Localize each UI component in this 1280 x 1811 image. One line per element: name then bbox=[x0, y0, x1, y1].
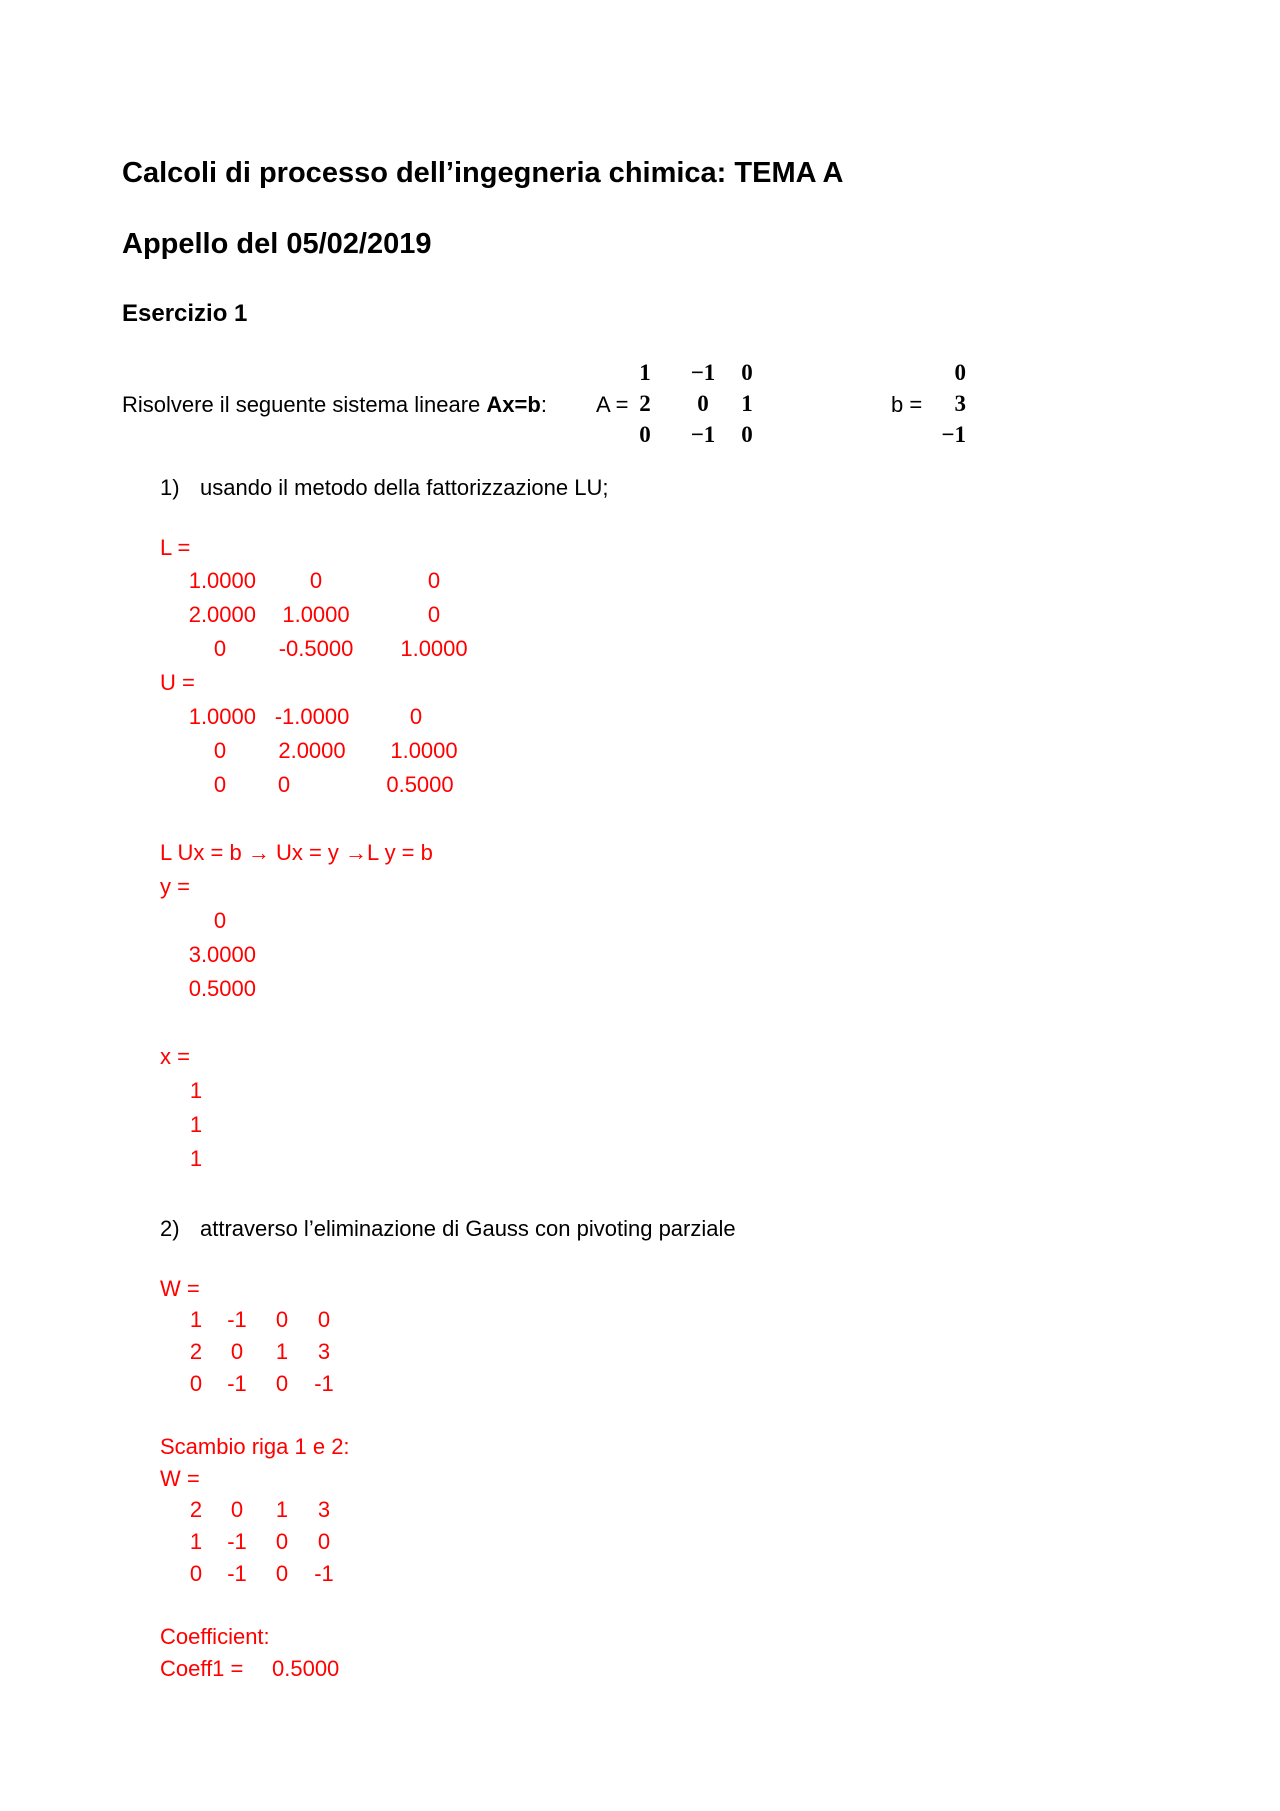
l-label: L = bbox=[160, 535, 191, 560]
page-subtitle: Appello del 05/02/2019 bbox=[122, 228, 432, 260]
y-label: y = bbox=[160, 874, 190, 899]
w-cell: 0 bbox=[275, 1307, 289, 1332]
w2-cell: 1 bbox=[189, 1529, 203, 1554]
w2-cell: -1 bbox=[227, 1561, 247, 1586]
a-cell: 2 bbox=[639, 391, 651, 416]
a-cell: 0 bbox=[741, 360, 753, 385]
part2-text: attraverso l’eliminazione di Gauss con pivoting parziale bbox=[200, 1216, 736, 1241]
u-cell: -1.0000 bbox=[274, 704, 350, 729]
swap-label: Scambio riga 1 e 2: bbox=[160, 1434, 350, 1459]
l-cell: 0 bbox=[213, 636, 227, 661]
w2-cell: 0 bbox=[230, 1497, 244, 1522]
w2-cell: 3 bbox=[317, 1497, 331, 1522]
w-cell: -1 bbox=[314, 1371, 334, 1396]
x-cell: 1 bbox=[189, 1078, 203, 1103]
arrow-right-icon: → bbox=[247, 840, 270, 865]
a-cell: 0 bbox=[697, 391, 709, 416]
x-cell: 1 bbox=[189, 1112, 203, 1137]
a-cell: 1 bbox=[639, 360, 651, 385]
u-cell: 2.0000 bbox=[278, 738, 346, 763]
w-cell: 0 bbox=[230, 1339, 244, 1364]
problem-prefix: Risolvere il seguente sistema lineare bbox=[122, 392, 487, 417]
u-cell: 0 bbox=[277, 772, 291, 797]
w-cell: 2 bbox=[189, 1339, 203, 1364]
vector-b-label: b = bbox=[891, 392, 923, 417]
w2-cell: 0 bbox=[189, 1561, 203, 1586]
problem-bold: Ax=b bbox=[486, 392, 541, 417]
w-cell: -1 bbox=[227, 1371, 247, 1396]
exercise-heading: Esercizio 1 bbox=[122, 300, 248, 327]
w2-cell: 1 bbox=[275, 1497, 289, 1522]
u-cell: 0 bbox=[213, 738, 227, 763]
l-cell: 0 bbox=[309, 568, 323, 593]
arrow-right-icon: → bbox=[345, 840, 368, 865]
x-label: x = bbox=[160, 1044, 190, 1069]
l-cell: 0 bbox=[427, 568, 441, 593]
b-cell: 0 bbox=[954, 360, 966, 385]
u-cell: 0.5000 bbox=[386, 772, 454, 797]
w-cell: 0 bbox=[275, 1371, 289, 1396]
l-cell: 1.0000 bbox=[188, 568, 256, 593]
a-cell: −1 bbox=[690, 360, 716, 385]
l-cell: 1.0000 bbox=[282, 602, 350, 627]
u-label: U = bbox=[160, 670, 195, 695]
w-cell: 0 bbox=[317, 1307, 331, 1332]
w-cell: -1 bbox=[227, 1307, 247, 1332]
b-cell: −1 bbox=[941, 422, 966, 447]
w-label: W = bbox=[160, 1276, 200, 1301]
w-cell: 1 bbox=[189, 1307, 203, 1332]
w2-cell: 0 bbox=[275, 1529, 289, 1554]
w2-cell: 2 bbox=[189, 1497, 203, 1522]
u-cell: 1.0000 bbox=[188, 704, 256, 729]
w2-cell: -1 bbox=[314, 1561, 334, 1586]
a-cell: 0 bbox=[741, 422, 753, 447]
matrix-a-label: A = bbox=[596, 392, 629, 417]
coeff1-label: Coeff1 = bbox=[160, 1656, 244, 1681]
eq-part3: L y = b bbox=[367, 840, 433, 865]
l-cell: 0 bbox=[427, 602, 441, 627]
lu-equation bbox=[160, 840, 433, 866]
problem-statement bbox=[122, 392, 547, 418]
w-cell: 0 bbox=[189, 1371, 203, 1396]
part1-number: 1) bbox=[160, 475, 180, 500]
l-cell: 1.0000 bbox=[400, 636, 468, 661]
a-cell: 1 bbox=[741, 391, 753, 416]
w2-label: W = bbox=[160, 1466, 200, 1491]
b-cell: 3 bbox=[954, 391, 966, 416]
l-cell: 2.0000 bbox=[188, 602, 256, 627]
y-cell: 0.5000 bbox=[188, 976, 256, 1001]
page-title: Calcoli di processo dell’ingegneria chimica: TEMA A bbox=[122, 157, 844, 189]
u-cell: 1.0000 bbox=[390, 738, 458, 763]
w-cell: 3 bbox=[317, 1339, 331, 1364]
l-cell: -0.5000 bbox=[278, 636, 354, 661]
w2-cell: 0 bbox=[317, 1529, 331, 1554]
part1-text: usando il metodo della fattorizzazione LU; bbox=[200, 475, 609, 500]
w2-cell: -1 bbox=[227, 1529, 247, 1554]
w2-cell: 0 bbox=[275, 1561, 289, 1586]
a-cell: −1 bbox=[690, 422, 716, 447]
part2-number: 2) bbox=[160, 1216, 180, 1241]
y-cell: 0 bbox=[213, 908, 227, 933]
problem-suffix: : bbox=[540, 392, 547, 417]
a-cell: 0 bbox=[639, 422, 651, 447]
u-cell: 0 bbox=[409, 704, 423, 729]
coeff1-value: 0.5000 bbox=[272, 1656, 340, 1681]
x-cell: 1 bbox=[189, 1146, 203, 1171]
w-cell: 1 bbox=[275, 1339, 289, 1364]
eq-part2: Ux = y bbox=[269, 840, 346, 865]
coefficient-label: Coefficient: bbox=[160, 1624, 270, 1649]
u-cell: 0 bbox=[213, 772, 227, 797]
y-cell: 3.0000 bbox=[188, 942, 256, 967]
eq-part1: L Ux = b bbox=[160, 840, 248, 865]
